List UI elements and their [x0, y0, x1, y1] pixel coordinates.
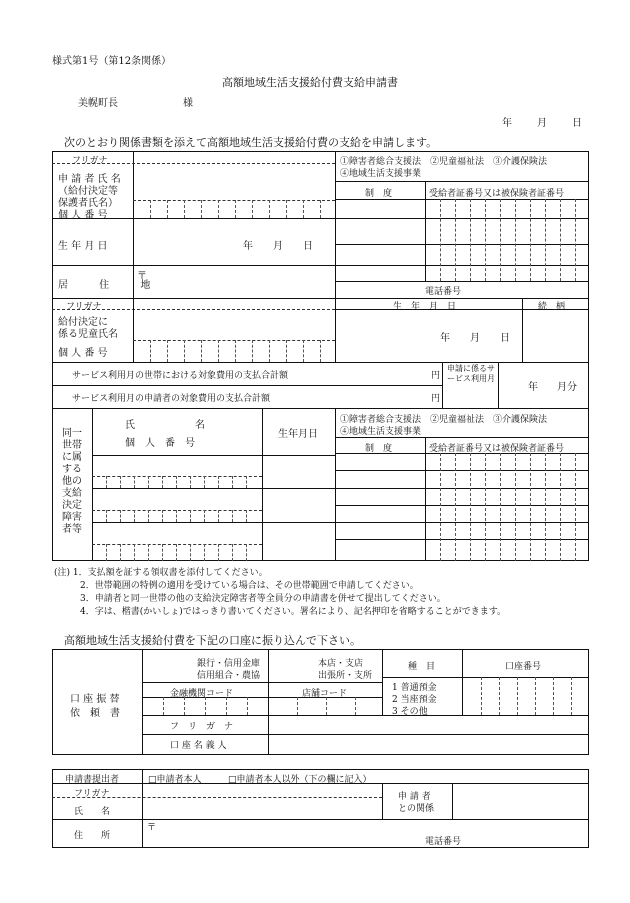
- yen-2: 円: [431, 394, 441, 404]
- submitter-furigana-label: フリガナ: [74, 789, 110, 799]
- note-2: 2．世帯範囲の特例の適用を受けている場合は、その世帯範囲で申請してください。: [80, 581, 419, 591]
- page-title: 高額地域生活支援給付費支給申請書: [222, 76, 398, 89]
- laws-list: ①障害者総合支援法 ②児童福祉法 ③介護保険法: [340, 157, 548, 167]
- col-cert: 受給者証番号又は被保険者証番号: [429, 189, 565, 199]
- bank-label-2: 依 頼 書: [70, 708, 120, 719]
- household-total-label: サービス利用月の世帯における対象費用の支払合計額: [72, 371, 289, 381]
- applicant-total-label: サービス利用月の申請者の対象費用の支払合計額: [72, 394, 271, 404]
- addressee: 美幌町長: [78, 98, 118, 109]
- child-name-label-2: 係る児童氏名: [58, 329, 118, 340]
- submitter-address-label: 住 所: [74, 831, 111, 841]
- bank-type-label: 銀行・信用金庫: [197, 659, 261, 669]
- postal-mark: 〒: [137, 271, 147, 282]
- note-4: 4．字は、楷書(かいしょ)ではっきり書いてください。署名により、記名押印を省略することができます。: [80, 607, 507, 617]
- branch-code-label: 店舗コード: [302, 689, 348, 699]
- submitter-name-label: 氏 名: [74, 807, 111, 817]
- bank-label: 口 座 振 替: [70, 694, 120, 705]
- member-laws: ①障害者総合支援法 ②児童福祉法 ③介護保険法: [340, 415, 548, 425]
- yen-1: 円: [431, 371, 441, 381]
- child-month: 月: [470, 333, 480, 344]
- child-furigana-label: フリガナ: [66, 302, 102, 312]
- applicant-name-label-2: （給付決定等: [58, 186, 118, 197]
- account-type-2: 2 当座預金: [392, 695, 437, 705]
- applicant-name-label-3: 保護者氏名）: [58, 198, 118, 209]
- relation-label: 申 請 者: [398, 792, 431, 802]
- household-side-label: 同一世帯に属する他の支給決定障害者等: [62, 428, 82, 535]
- date-month: 月: [537, 118, 547, 129]
- applicant-furigana-label: フリガナ: [72, 156, 108, 166]
- note-3: 3．申請者と同一世帯の他の支給決定障害者等全員分の申請書を併せて提出してください。: [80, 594, 446, 604]
- intro-text: 次のとおり関係書類を添えて高額地域生活支援給付費の支給を申請します。: [64, 136, 438, 149]
- member-col-system: 制 度: [365, 444, 393, 454]
- member-birth-header: 生年月日: [278, 429, 318, 440]
- branch-type-label: 本店・支店: [318, 659, 364, 669]
- submitter-phone-label: 電話番号: [425, 837, 462, 847]
- date-day: 日: [572, 118, 582, 129]
- account-type-3: 3 その他: [392, 707, 428, 717]
- bank-intro: 高額地域生活支援給付費を下記の口座に振り込んで下さい。: [64, 634, 361, 647]
- date-year: 年: [502, 118, 512, 129]
- submitter-label: 申請書提出者: [65, 775, 120, 785]
- account-number-header: 口座番号: [505, 662, 542, 672]
- account-type-1: 1 普通預金: [392, 683, 437, 693]
- member-col-cert: 受給者証番号又は被保険者証番号: [429, 444, 565, 454]
- relation-label-2: との関係: [398, 804, 435, 814]
- col-system: 制 度: [365, 189, 393, 199]
- child-day: 日: [500, 333, 510, 344]
- laws-list-2: ④地域生活支援事業: [340, 169, 422, 179]
- child-birth-header: 生 年 月 日: [393, 302, 457, 312]
- child-year: 年: [440, 333, 450, 344]
- child-number-label: 個 人 番 号: [58, 348, 108, 359]
- usage-year: 年: [528, 382, 538, 393]
- phone-label: 電話番号: [425, 287, 462, 297]
- applicant-address-label: 居 住 地: [58, 280, 165, 291]
- bank-code-label: 金融機関コード: [170, 689, 234, 699]
- form-number: 様式第1号（第12条関係）: [52, 56, 172, 67]
- member-name-header: 氏 名: [125, 420, 205, 431]
- branch-type-label-2: 出張所・支所: [318, 671, 373, 681]
- holder-furigana-label: フ リ ガ ナ: [170, 722, 234, 732]
- submitter-postal-mark: 〒: [147, 823, 157, 833]
- applicant-birth-label: 生 年 月 日: [58, 241, 108, 252]
- child-relation-header: 続 柄: [538, 302, 566, 312]
- submitter-other-checkbox[interactable]: □申請者本人以外（下の欄に記入）: [228, 775, 372, 785]
- applicant-name-label: 申 請 者 氏 名: [58, 174, 121, 185]
- bank-type-label-2: 信用組合・農協: [197, 671, 261, 681]
- submitter-self-checkbox[interactable]: □申請者本人: [148, 775, 202, 785]
- child-name-label: 給付決定に: [58, 317, 108, 328]
- member-number-header: 個 人 番 号: [125, 438, 195, 449]
- member-laws-2: ④地域生活支援事業: [340, 427, 422, 437]
- usage-month-label: 申請に係るサービス利用月: [447, 364, 495, 383]
- usage-month-suffix: 月分: [557, 382, 577, 393]
- note-1: (注) 1．支払額を証する領収書を添付してください。: [54, 568, 268, 578]
- applicant-number-label: 個 人 番 号: [58, 210, 108, 221]
- birth-year: 年: [243, 241, 253, 252]
- account-holder-label: 口 座 名 義 人: [170, 741, 227, 751]
- birth-month: 月: [273, 241, 283, 252]
- account-type-header: 種 目: [408, 662, 436, 672]
- honorific: 様: [183, 98, 193, 109]
- birth-day: 日: [303, 241, 313, 252]
